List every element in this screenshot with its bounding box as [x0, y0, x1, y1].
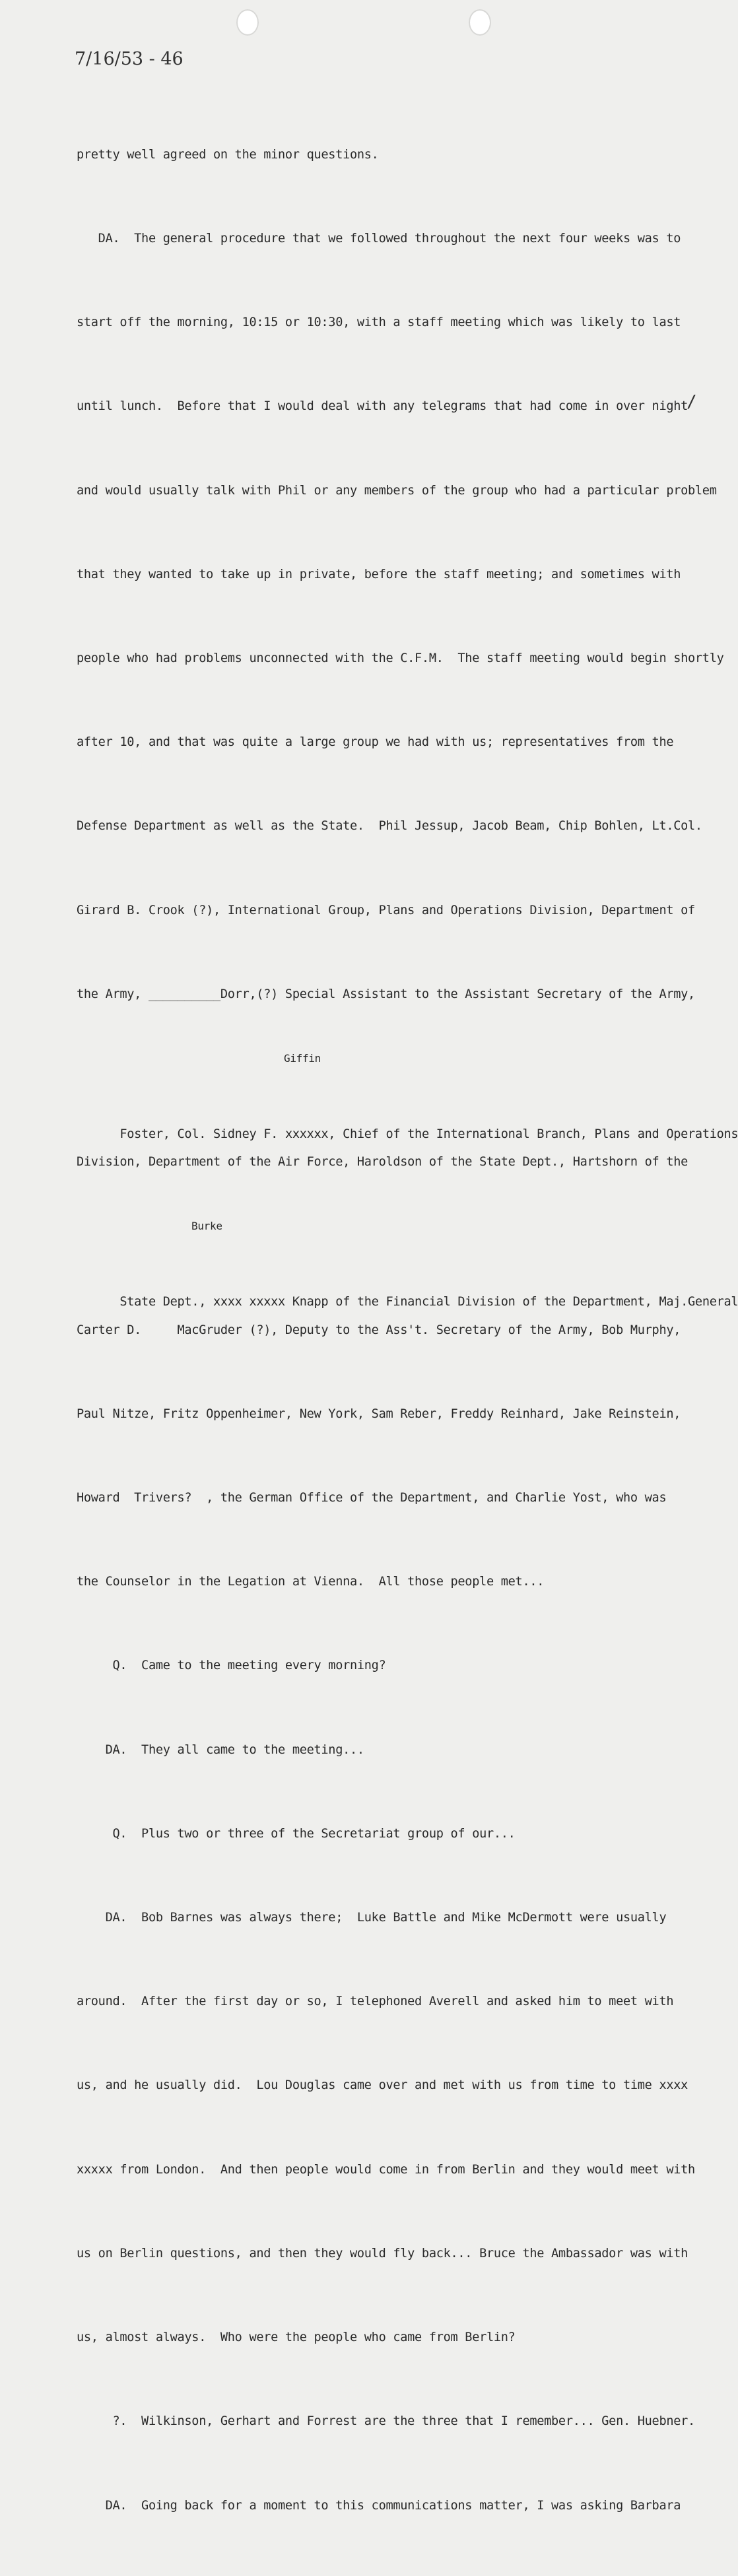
text-line: pretty well agreed on the minor questions.	[77, 147, 379, 162]
text-line: and would usually talk with Phil or any members of the group who had a particular problem	[77, 483, 717, 498]
text-line: Defense Department as well as the State. Phil Jessup, Jacob Beam, Chip Bohlen, Lt.Col.	[77, 819, 702, 834]
text-line: Q. Came to the meeting every morning?	[77, 1659, 386, 1673]
text-line: Foster, Col. Sidney F. xxxxxx, Chief of the International Branch, Plans and Operations	[119, 1127, 738, 1141]
text-line: Paul Nitze, Fritz Oppenheimer, New York, Sam Reber, Freddy Reinhard, Jake Reinstein,	[77, 1406, 681, 1421]
punch-hole-left	[236, 9, 259, 36]
text-line: that they wanted to take up in private, before the staff meeting; and sometimes with	[77, 567, 681, 581]
handwritten-insertion-giffin: Giffin	[284, 1052, 321, 1065]
page-reference: 7/16/53 - 46	[75, 49, 184, 69]
text-line: people who had problems unconnected with the C.F.M. The staff meeting would begin shortly	[77, 651, 724, 666]
text-line: us, and he usually did. Lou Douglas came over and met with us from time to time xxxx	[77, 2078, 688, 2093]
handwritten-insertion-burke: Burke	[191, 1220, 222, 1233]
text-line: the Counselor in the Legation at Vienna. All those people met...	[77, 1575, 545, 1589]
text-line: DA. Bob Barnes was always there; Luke Battle and Mike McDermott were usually	[77, 1911, 667, 1925]
text-line: xxxxx from London. And then people would come in from Berlin and they would meet with	[77, 2162, 695, 2177]
text-line-with-insertion	[77, 1052, 738, 1141]
text-line: Q. Plus two or three of the Secretariat group of our...	[77, 1826, 516, 1841]
text-line: us on Berlin questions, and then they would fly back... Bruce the Ambassador was with	[77, 2246, 688, 2261]
text-line: DA. They all came to the meeting...	[77, 1742, 364, 1757]
text-line: after 10, and that was quite a large group we had with us; representatives from the	[77, 735, 674, 750]
punch-hole-right	[469, 9, 491, 36]
text-line: around. After the first day or so, I telephoned Averell and asked him to meet with	[77, 1995, 674, 2009]
text-line: DA. The general procedure that we followed throughout the next four weeks was to	[77, 232, 681, 246]
text-line: Howard Trivers? , the German Office of the Department, and Charlie Yost, who was	[77, 1491, 667, 1505]
text-line: Girard B. Crook (?), International Group, Plans and Operations Division, Department of	[77, 903, 695, 917]
text-line: Carter D. MacGruder (?), Deputy to the Ass't. Secretary of the Army, Bob Murphy,	[77, 1323, 681, 1337]
margin-slash-mark: /	[687, 392, 697, 412]
transcript-body	[77, 85, 738, 2576]
text-line: start off the morning, 10:15 or 10:30, with a staff meeting which was likely to last	[77, 315, 681, 330]
text-line-with-insertion	[77, 1220, 738, 1309]
text-line: ?. Wilkinson, Gerhart and Forrest are the three that I remember... Gen. Huebner.	[77, 2414, 695, 2429]
text-line: until lunch. Before that I would deal with any telegrams that had come in over night	[77, 399, 688, 414]
text-line: DA. Going back for a moment to this communications matter, I was asking Barbara	[77, 2498, 681, 2513]
text-line: Division, Department of the Air Force, Haroldson of the State Dept., Hartshorn of the	[77, 1155, 688, 1170]
text-line: us, almost always. Who were the people who came from Berlin?	[77, 2330, 516, 2345]
text-line: the Army, __________Dorr,(?) Special Assistant to the Assistant Secretary of the Army,	[77, 987, 695, 1001]
text-line: State Dept., xxxx xxxxx Knapp of the Financial Division of the Department, Maj.General	[119, 1295, 738, 1309]
